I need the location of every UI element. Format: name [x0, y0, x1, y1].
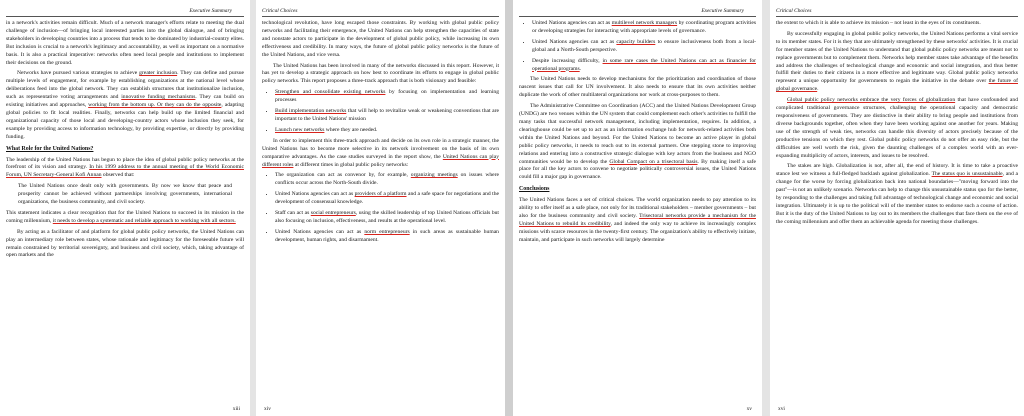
- paragraph: The United Nations needs to develop mechanisms for the prioritization and coordination of those nascent issues that call for UN involvement. It also needs to ensure that its own activities neither duplicate the work of other multilateral organizations nor work at cross-purposes to them.: [519, 76, 756, 99]
- page-body: [262, 20, 499, 245]
- paragraph: By acting as a facilitator of and platform for global public policy networks, the United Nations can play an intermediary role between states, whose rationale and legitimacy for the foreseeable future will remain constrained by territorial sovereignty, and business and civil society, which, taking advantage of open markets and the: [6, 228, 244, 259]
- page-number: xvi: [778, 406, 785, 412]
- page-xv: [513, 0, 762, 416]
- paragraph: The United Nations has been involved in many of the networks discussed in this report. However, it has yet to develop a strategic approach on how best to coordinate its efforts to engage in global public policy networks. This report proposes a three-track approach that is both visionary and feasible:: [262, 62, 499, 85]
- running-header: Executive Summary: [519, 8, 756, 17]
- paragraph: The stakes are high. Globalization is not, after all, the end of history. It is time to take a proactive stance lest we witness a full-fledged backlash against globalization. The status quo is unsustainable, and a change for the worse by forcing globalization back into national boundaries—"moving forward into the past"—is not an unlikely scenario. Networks can help to change this unsustainable status quo for the better, by responding to the challenges and taking full advantage of technological change and economic and social integration. Ultimately it is up to the political will of the member states to endorse such a course of action. But it is the duty of the United Nations to lay out to its members the challenges that face them on the eve of the coming millennium and offer them an achievable agenda for meeting those challenges.: [776, 163, 1019, 225]
- highlight-underline: Trisectoral networks provide a mechanism for the United Nations to rebuild its credibility: [519, 212, 756, 227]
- paragraph: By successfully engaging in global public policy networks, the United Nations performs a vital service to its member states. For it is they that are ultimately strengthened by these networks' activities. It is crucial for member states of the United Nations to understand that global public policy networks are meant not to replace governments but to complement them. Networks help member states take advantage of the benefits and address the challenges of technological change and economic and social integration, and thus better fulfill their duties to their citizens in a more effective and legitimate way. Global public policy networks represent a unique opportunity for governments to regain the initiative in the debate over the future of global governance.: [776, 30, 1018, 93]
- page-body: [776, 20, 1018, 227]
- list-item: • Despite increasing difficulty, in some rare cases the United Nations can act as financier for operational programs.: [532, 58, 756, 74]
- spread-divider: [505, 0, 513, 416]
- highlight-underline: In his 1999 address to the annual meeting of the World Economic Forum, UN Secretary-General Kofi Annan: [6, 164, 244, 179]
- section-heading: Conclusions: [519, 186, 550, 193]
- list-item: • Staff can act as social entrepreneurs, using the skilled leadership of top United Nations officials but also focusing on inclusion, effectiveness, and results at the operational level.: [275, 210, 499, 226]
- page-xiv: [256, 0, 505, 416]
- page-number: xiv: [264, 406, 271, 412]
- roles-list-continued: [519, 20, 756, 73]
- list-item: • United Nations agencies can act as multilevel network managers by coordinating program activities or developing strategies for interacting with appropriate levels of governance.: [532, 20, 756, 36]
- paragraph: technological revolution, have long escaped those constraints. By working with global public policy networks and facilitating their emergence, the United Nations can help strengthen the capacities of state and nonstate actors to participate in the development of global public policy, while increasing its own effectiveness and credibility. In many ways, the future of global public policy networks is the future of the United Nations, and vice versa.: [262, 20, 499, 58]
- paragraph: Networks have pursued various strategies to achieve greater inclusion. They can define and pursue multiple levels of engagement, for example by establishing organizations at the national level whose deliberations feed into the global network. They can establish structures that institutionalize inclusion, such as representative voting arrangements and innovative funding mechanisms. They can build on existing initiatives and approaches, working from the bottom up. Or they can do the opposite, adapting global policies to fit local realities. Finally, networks can help build up the limited financial and organizational capacity of those local and developing-country actors whose inclusion they seek, for example by providing access to information technology, by providing expertise, or directly by providing funding.: [6, 70, 244, 140]
- page-xvi: [770, 0, 1024, 416]
- list-item: • Build implementation networks that will help to revitalize weak or weakening conventions that are important to the United Nations' mission: [275, 108, 499, 124]
- paragraph: in a network's activities remain difficult. Much of a network manager's efforts relate to meeting the dual challenge of inclusion—of bringing local interested parties into the global dialogue, and of bringing stakeholders in developing countries into a process that tends to be dominated by industrial-country elites. But inclusion is crucial to a network's legitimacy and accountability, as well as important on a normative basis. It is also a practical imperative: networks often need local people and institutions to implement their decisions on the ground.: [6, 20, 244, 66]
- list-item: • The organization can act as convenor by, for example, organizing meetings on issues where conflicts occur across the North-South divide.: [275, 172, 499, 188]
- running-header: Critical Choices: [262, 8, 499, 17]
- paragraph: The Administrative Committee on Coordination (ACC) and the United Nations Development Group (UNDG) are two venues within the UN system that could complement each other's activities to fulfill the many tasks that successful network management, including implementation, requires. In addition, a clearinghouse could be set up to act as an information exchange hub for network-related activities both within the United Nations and beyond. For the United Nations to become an active player in global public policy networks, it needs to reach out to its external partners. One stepping stone to improving relations and entering into a constructive strategic dialogue with key actors from the business and NGO communities would be to develop the Global Compact on a trisectoral basis. By making itself a safe place for all the key actors to convene to negotiate politically controversial issues, the United Nations could fill a major gap in governance.: [519, 103, 757, 181]
- running-header: Executive Summary: [6, 8, 244, 17]
- page-body: [6, 20, 244, 260]
- roles-list: [262, 172, 499, 244]
- page-number: xiii: [232, 406, 240, 412]
- track-list: [262, 89, 499, 135]
- highlight-underline: the future of global governance: [776, 78, 1018, 93]
- paragraph: The United Nations faces a set of critical choices. The world organization needs to pay attention to its ability to offer itself as a safe place, not only for its traditional stakeholders – member governments – but also for the business community and civil society. Trisectoral networks provide a mechanism for the United Nations to rebuild its credibility, and indeed the only way to achieve its increasingly complex missions with scarce resources in the twenty-first century. The organization's ability to effectively initiate, maintain, and participate in such networks will largely determine: [519, 197, 756, 243]
- page-number: xv: [746, 406, 752, 412]
- list-item: • Launch new networks where they are needed.: [275, 127, 499, 135]
- block-quote: The United Nations once dealt only with governments. By now we know that peace and prosperity cannot be achieved without partnerships involving governments, international organizations, the business community, and civil society.: [18, 183, 232, 206]
- running-header: Critical Choices: [776, 8, 1018, 17]
- paragraph: This statement indicates a clear recognition that for the United Nations to succeed in its mission in the coming millennium, it needs to develop a systematic and reliable approach to working with all sectors.: [6, 209, 244, 224]
- highlight-underline: Global public policy networks embrace the very forces of globalization: [787, 97, 956, 104]
- list-item: • United Nations agencies can act as norm entrepreneurs in such areas as sustainable human development, human rights, and disarmament.: [275, 229, 499, 245]
- paragraph: the extent to which it is able to achieve its mission – not least in the eyes of its constituents.: [776, 20, 981, 26]
- list-item: • United Nations agencies can act as providers of a platform and a safe space for negotiations and the development of consensual knowledge.: [275, 191, 499, 207]
- highlight-underline: Global Compact on a trisectoral basis: [609, 158, 698, 165]
- paragraph: The leadership of the United Nations has begun to place the idea of global public policy networks at the forefront of its vision and strategy. In his 1999 address to the annual meeting of the World Economic Forum, UN Secretary-General Kofi Annan observed that:: [6, 156, 244, 179]
- paragraph: Global public policy networks embrace the very forces of globalization that have confounded and complicated traditional governance structures, challenging the operational capacity and democratic responsiveness of governments. They are distinctive in their ability to bring people and institutions from diverse backgrounds together, often when they have been working against one another for years. Making use of the strength of weak ties, networks can handle this diversity of actors precisely because of the productive tensions on which they rest. Global public policy networks do not offer an easy ride, but the difficulties are well worth the risk, given the daunting challenges of a complex world with an ever-expanding multiplicity of actors, interests, and issues to be resolved.: [776, 97, 1018, 159]
- highlight-underline: it needs to develop a systematic and reliable approach to working with all sectors.: [52, 217, 236, 224]
- paragraph: In order to implement this three-track approach and decide on its own role in a strategic manner, the United Nations has to become more selective in its network involvement on the basis of its own comparative advantages. As the case studies surveyed in the report show, the United Nations can play different roles at different times in global public policy networks:: [262, 137, 499, 168]
- highlight-underline: innovative funding mechanisms: [121, 94, 196, 101]
- list-item: • United Nations agencies can act as capacity builders to ensure inclusiveness both from a local-global and a North-South perspective.: [532, 39, 756, 55]
- section-heading: What Role for the United Nations?: [6, 145, 94, 152]
- page-body: [519, 20, 756, 245]
- highlight-underline: working from the bottom up. Or they can do the opposite: [88, 102, 222, 109]
- list-item: • Strengthen and consolidate existing networks by focusing on implementation and learning processes: [275, 89, 499, 105]
- page-xiii: [0, 0, 250, 416]
- page-gutter: [762, 0, 770, 416]
- highlight-underline: United Nations can play different roles: [262, 153, 499, 168]
- highlight-underline: The status quo is unsustainable: [931, 171, 1003, 178]
- highlight-underline: greater inclusion: [139, 70, 178, 77]
